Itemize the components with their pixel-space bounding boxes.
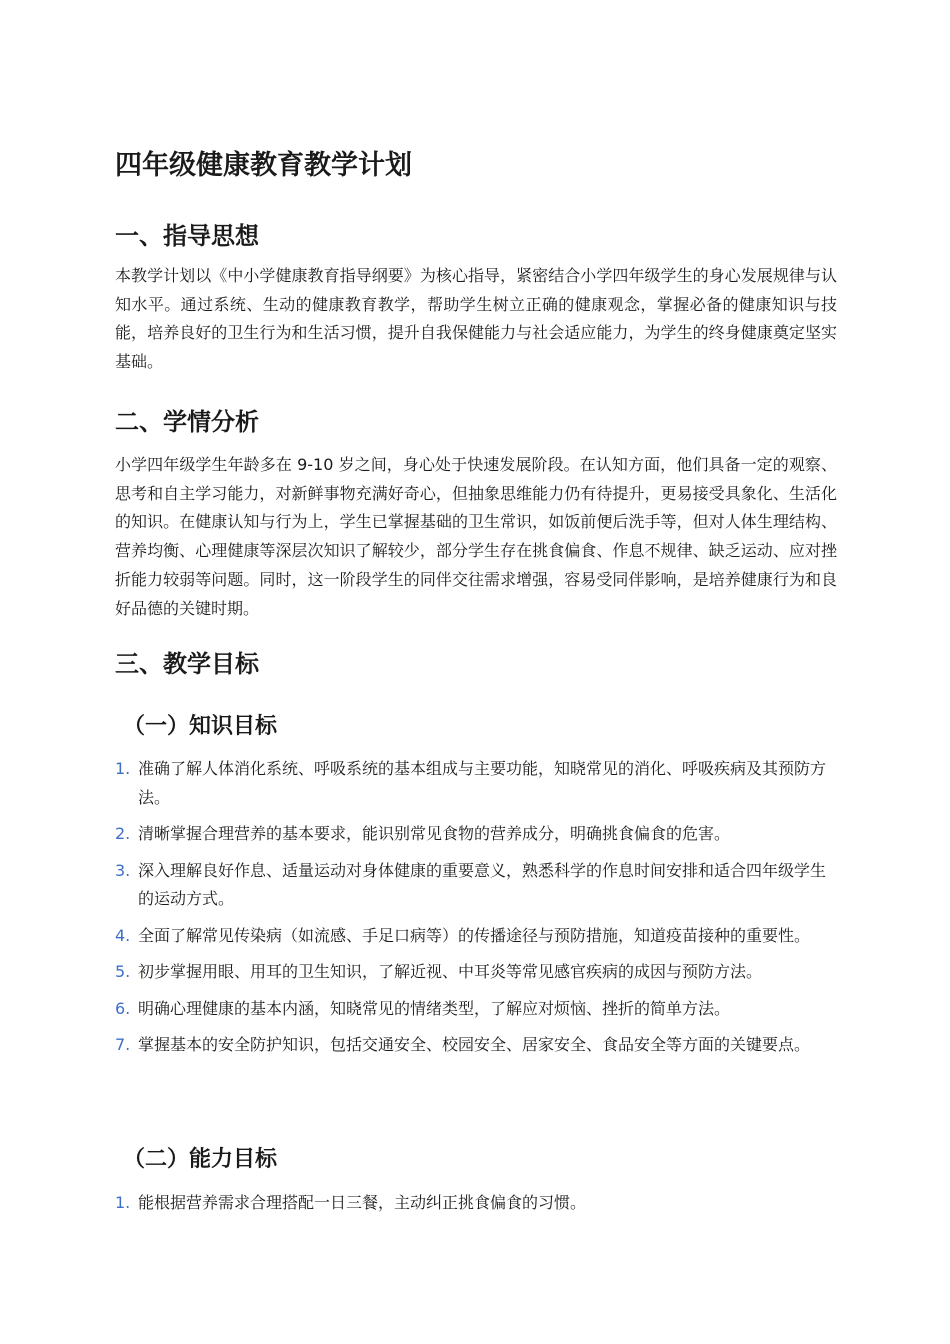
list-item-number: 1. bbox=[115, 1193, 131, 1212]
list-item-number: 2. bbox=[115, 824, 131, 843]
list-item bbox=[115, 857, 837, 914]
list-item-text: 准确了解人体消化系统、呼吸系统的基本组成与主要功能，知晓常见的消化、呼吸疾病及其预防方法。 bbox=[138, 759, 827, 807]
list-item bbox=[115, 820, 837, 849]
list-item-text: 掌握基本的安全防护知识，包括交通安全、校园安全、居家安全、食品安全等方面的关键要点。 bbox=[138, 1035, 811, 1054]
list-item-number: 4. bbox=[115, 925, 131, 945]
section-heading-guiding-thought: 一、指导思想 bbox=[115, 222, 259, 250]
list-item-number: 5. bbox=[115, 962, 131, 981]
ability-goals-list bbox=[115, 1189, 837, 1226]
list-item-text: 深入理解良好作息、适量运动对身体健康的重要意义，熟悉科学的作息时间安排和适合四年级学生的运动方式。 bbox=[138, 860, 827, 908]
section-heading-student-analysis: 二、学情分析 bbox=[115, 408, 259, 436]
list-item-text: 清晰掌握合理营养的基本要求，能识别常见食物的营养成分，明确挑食偏食的危害。 bbox=[138, 824, 731, 843]
list-item bbox=[115, 755, 837, 812]
list-item bbox=[115, 922, 837, 951]
subsection-heading-knowledge-goals: （一）知识目标 bbox=[123, 714, 278, 739]
list-item-number: 1. bbox=[115, 759, 131, 778]
section-heading-teaching-goals: 三、教学目标 bbox=[115, 650, 259, 678]
list-item-text: 初步掌握用眼、用耳的卫生知识，了解近视、中耳炎等常见感官疾病的成因与预防方法。 bbox=[138, 962, 763, 981]
section-paragraph-guiding-thought: 本教学计划以《中小学健康教育指导纲要》为核心指导，紧密结合小学四年级学生的身心发展规律与认知水平。通过系统、生动的健康教育教学，帮助学生树立正确的健康观念，掌握必备的健康知识与技能，培养良好的卫生行为和生活习惯，提升自我保健能力与社会适应能力，为学生的终身健康奠定坚实基础。 bbox=[115, 266, 837, 372]
knowledge-goals-list bbox=[115, 755, 837, 1068]
subsection-heading-ability-goals: （二）能力目标 bbox=[123, 1147, 278, 1172]
list-item-text: 能根据营养需求合理搭配一日三餐，主动纠正挑食偏食的习惯。 bbox=[138, 1193, 587, 1212]
list-item bbox=[115, 958, 837, 987]
list-item-number: 7. bbox=[115, 1035, 131, 1054]
list-item bbox=[115, 1189, 837, 1218]
list-item-text: 明确心理健康的基本内涵，知晓常见的情绪类型，了解应对烦恼、挫折的简单方法。 bbox=[138, 998, 731, 1018]
list-item bbox=[115, 995, 837, 1024]
document-title: 四年级健康教育教学计划 bbox=[115, 150, 412, 181]
list-item-text: 全面了解常见传染病（如流感、手足口病等）的传播途径与预防措施，知道疫苗接种的重要性。 bbox=[138, 925, 811, 945]
list-item bbox=[115, 1031, 837, 1060]
section-paragraph-student-analysis: 小学四年级学生年龄多在 9-10 岁之间，身心处于快速发展阶段。在认知方面，他们具备一定的观察、思考和自主学习能力，对新鲜事物充满好奇心，但抽象思维能力仍有待提升，更易接受具象化、生活化的知识。在健康认知与行为上，学生已掌握基础的卫生常识，如饭前便后洗手等，但对人体生理结构、营养均衡、心理健康等深层次知识了解较少，部分学生存在挑食偏食、作息不规律、缺乏运动、应对挫折能力较弱等问题。同时，这一阶段学生的同伴交往需求增强，容易受同伴影响，是培养健康行为和良好品德的关键时期。 bbox=[115, 455, 837, 618]
list-item-number: 3. bbox=[115, 860, 131, 880]
list-item-number: 6. bbox=[115, 998, 131, 1018]
